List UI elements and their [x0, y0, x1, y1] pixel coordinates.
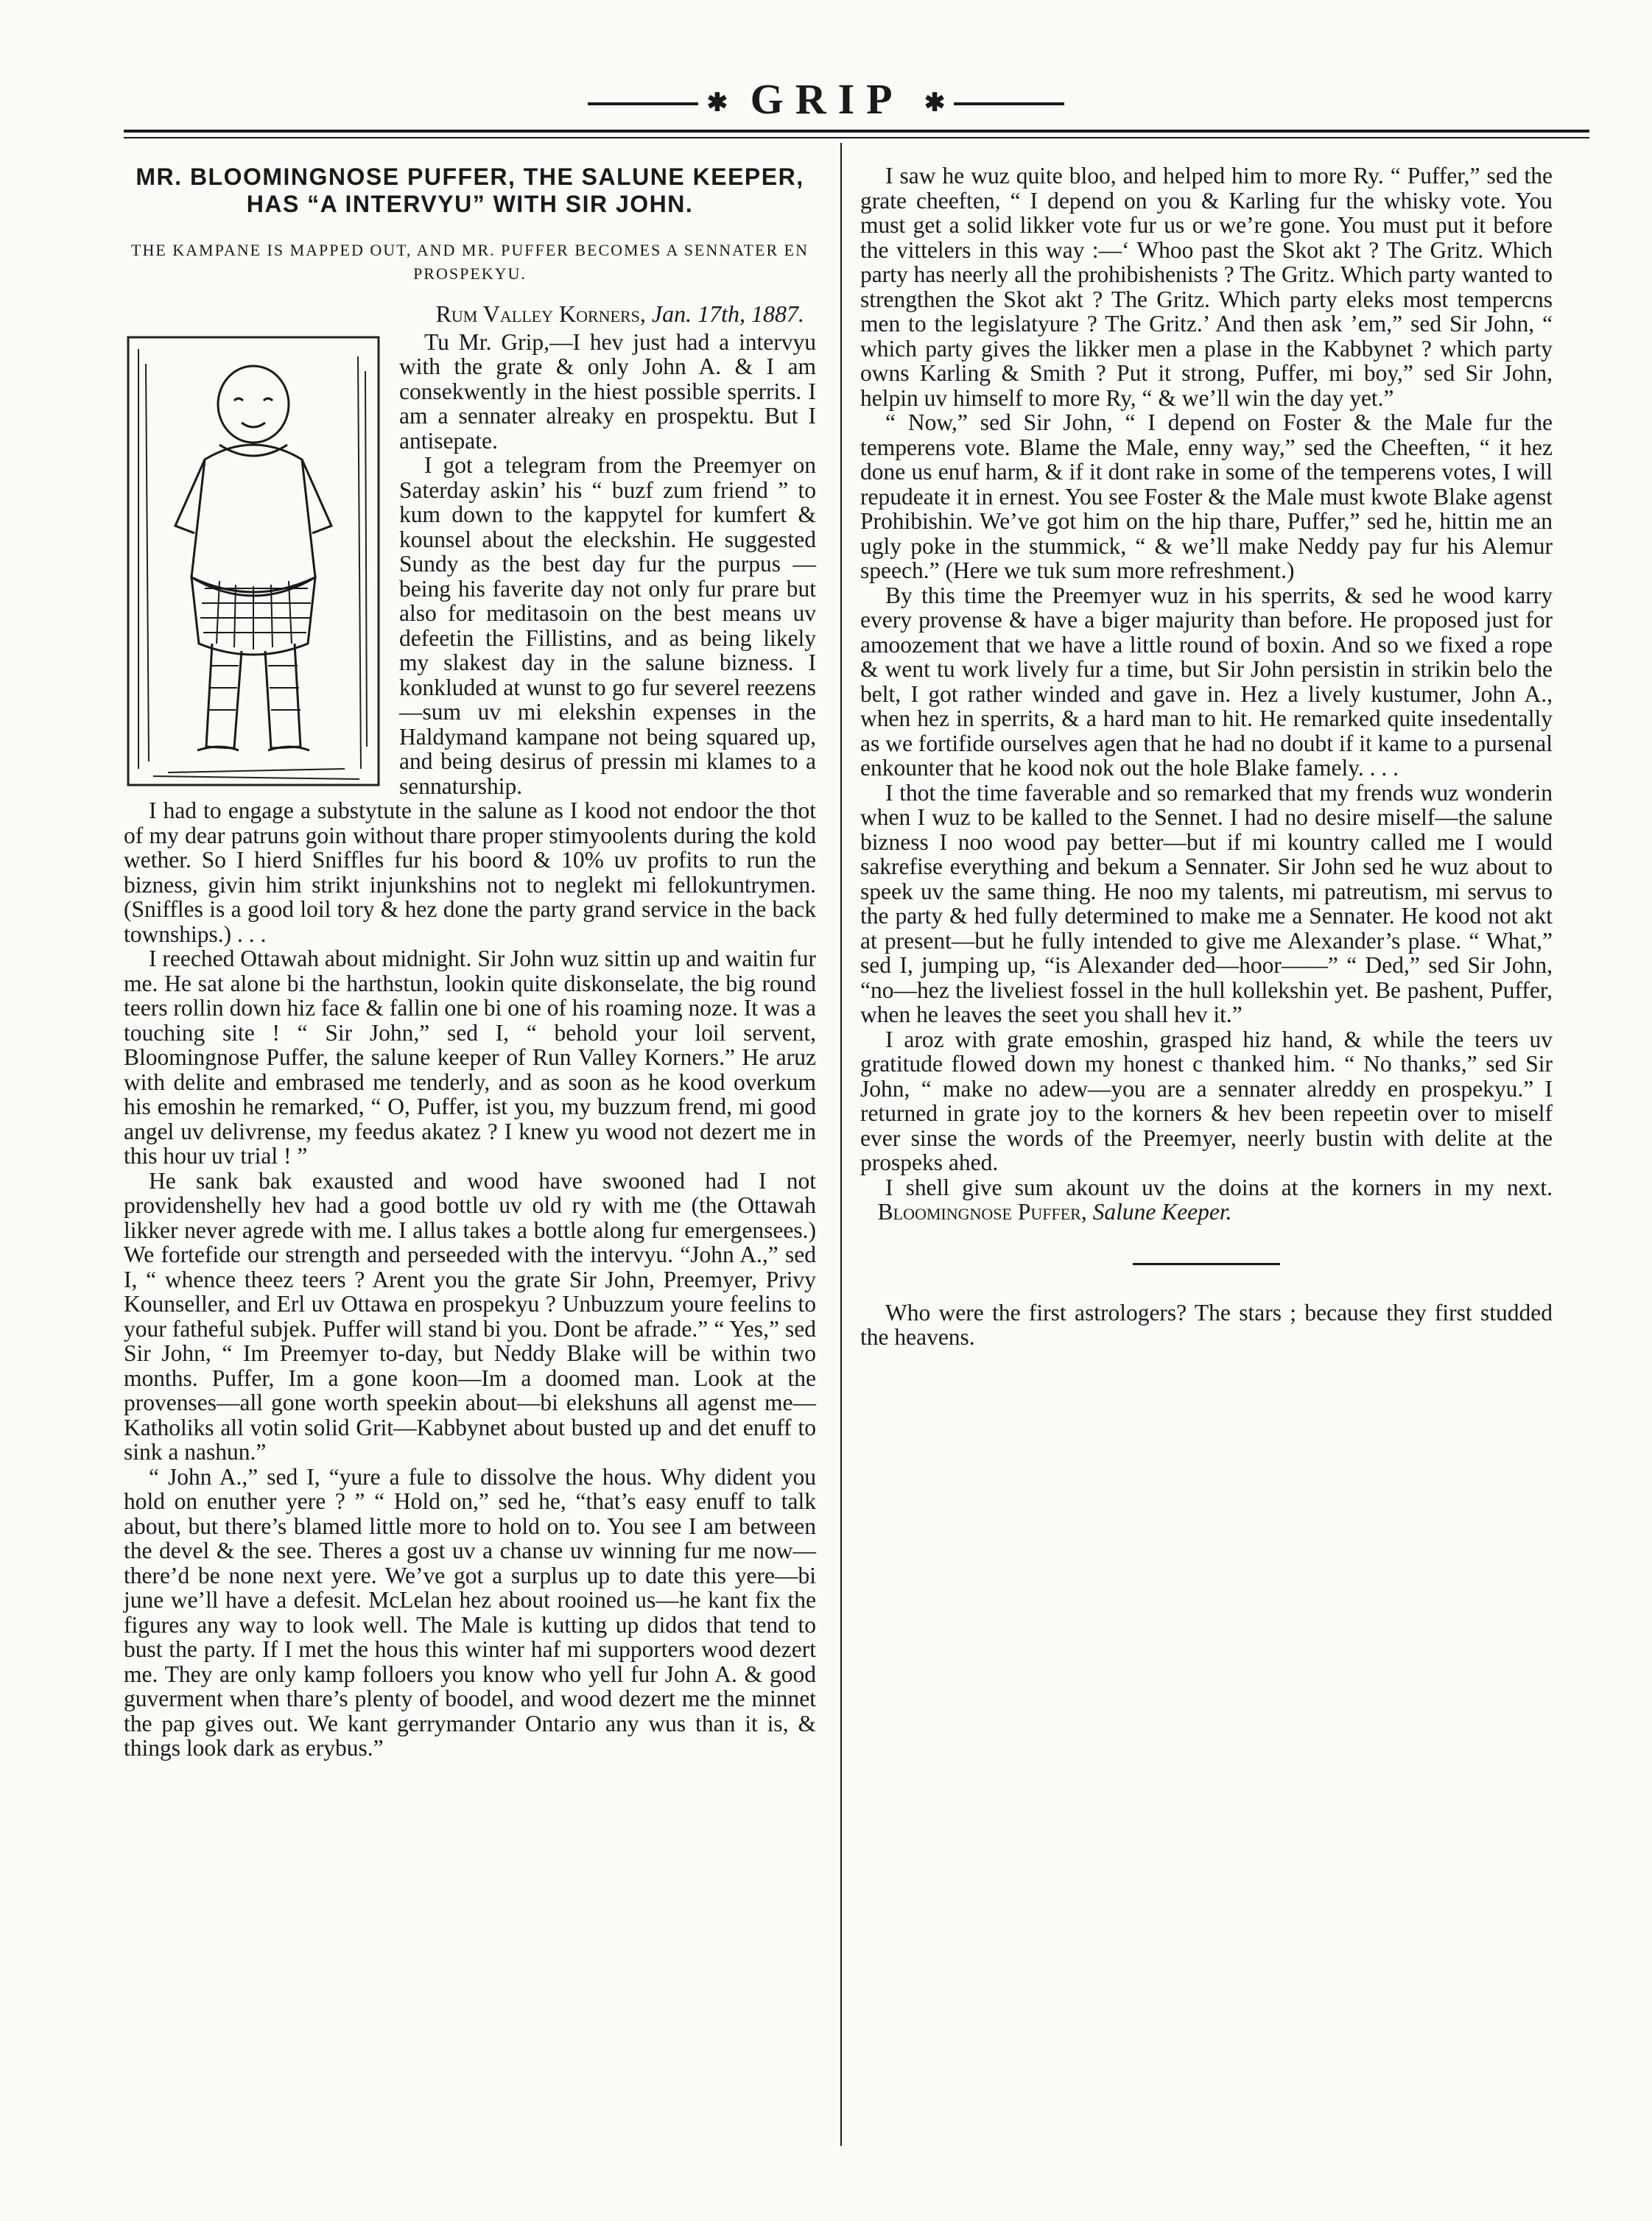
- article-paragraph: I thot the time faverable and so remarked that my frends wuz wonderin when I wuz to be kalled to the Sennet. I had no desire miself—the salune bizness I noo wood pay better—but if mi kountry called me I would sakrefise everything and bekum a Sennater. Sir John sed he wuz about to speek uv the same thing. He noo my talents, mi patreutism, mi servus to the party & hed fully determined to make me a Sennater. He kood not akt at present—but he fully intended to give me Alexander’s plase. “ What,” sed I, jumping up, “is Alexander ded—hoor——” “ Ded,” sed Sir John, “no—hez the liveliest fossel in the hull kollekshin yet. Be pashent, Puffer, when he leaves the seet you shall hev it.”: [860, 779, 1553, 1027]
- star-ornament-icon: ✱: [706, 89, 728, 117]
- dateline-place: Rum Valley Korners,: [435, 300, 646, 327]
- dateline: [124, 302, 816, 327]
- article-closing: [860, 1175, 1553, 1225]
- article-paragraph: “ Now,” sed Sir John, “ I depend on Foster & the Male fur the temperens vote. Blame the Male, enny way,” sed the Cheeften, “ it hez done us enuf harm, & if it dont rake in some of the temperens votes, I will repudeate it in ernest. You see Foster & the Male must kwote Blake agenst Prohibishin. We’ve got him on the hip thare, Puffer,” sed he, hittin me an ugly poke in the stummick, “ & we’ll make Neddy pay fur his Alemur speech.” (Here we tuk sum more refreshment.): [860, 409, 1553, 583]
- signature-name: Bloomingnose Puffer,: [877, 1199, 1087, 1225]
- header-rule: [124, 130, 1589, 133]
- signature-title: Salune Keeper.: [1092, 1199, 1232, 1225]
- article-paragraph: I saw he wuz quite bloo, and helped him to more Ry. “ Puffer,” sed the grate cheeften, “ I depend on you & Karling fur the whisky vote. You must get a solid likker vote fur us or we’re gone. You must put it before the vittelers in this way :—‘ Whoo past the Skot akt ? The Gritz. Which party has neerly all the prohibishenists ? The Gritz. Which party wanted to strengthen the Skot akt ? The Gritz. Which party eleks most tempercns men to the legislatyure ? The Gritz.’ And then ask ’em,” sed Sir John, “ which party gives the likker men a plase in the Kabbynet ? which party owns Karling & Smith ? Put it strong, Puffer, mi boy,” sed Sir John, helpin uv himself to more Ry, “ & we’ll win the day yet.”: [860, 163, 1553, 411]
- caricature-illustration: [124, 334, 383, 791]
- article-paragraph: I aroz with grate emoshin, grasped hiz hand, & while the teers uv gratitude flowed down my honest c thanked him. “ No thanks,” sed Sir John, “ make no adew—you are a sennater alreddy en prospekyu.” I returned in grate joy to the korners & hev been repeetin over to miself ever sinse the words of the Preemyer, neerly bustin with delite at the prospeks ahed.: [860, 1026, 1553, 1175]
- caricature-icon: [124, 334, 383, 791]
- filler-joke: Who were the first astrologers? The stars ; because they first studded the heavens.: [860, 1299, 1553, 1350]
- section-divider: [1133, 1263, 1280, 1265]
- closing-text: I shell give sum akount uv the doins at the korners in my next.: [885, 1174, 1553, 1200]
- dateline-date: Jan. 17th, 1887.: [651, 300, 804, 327]
- article-subhead: THE KAMPANE IS MAPPED OUT, AND MR. PUFFER BECOMES A SENNATER EN PROSPEKYU.: [131, 241, 809, 283]
- masthead-rule-left: [588, 102, 698, 105]
- article-paragraph: “ John A.,” sed I, “yure a fule to dissolve the hous. Why dident you hold on enuther yere ? ” “ Hold on,” sed he, “that’s easy enuff to talk about, but there’s blamed little more to hold on to. You see I am between the devel & the see. Theres a gost uv a chanse uv winning fur me now—there’d be none next yere. We’ve got a surplus up to date this yere—bi june we’ll have a defesit. McLelan hez about rooined us—he kant fix the figures any way to look well. The Male is kutting up didos that tend to bust the party. If I met the hous this winter haf mi supporters wood dezert me. They are only kamp folloers you know who yell fur John A. & good guverment when thare’s plenty of boodel, and wood dezert me the minnet the pap gives out. We kant gerrymander Ontario any wus than it is, & things look dark as erybus.”: [124, 1463, 816, 1761]
- article-paragraph: I got a telegram from the Preemyer on Saterday askin’ his “ buzf zum friend ” to kum down to the kappytel for kumfert & kounsel about the eleckshin. He suggested Sundy as the best day fur the purpus — being his faverite day not only fur prare but also for meditasoin on the best means uv defeetin the Fillistins, and as being likely my slakest day in the salune bizness. I konkluded at wunst to go fur severel reezens—sum uv mi elekshin expenses in the Haldymand kampane not being squared up, and being desirus of pressin mi klames to a sennaturship.: [399, 452, 816, 799]
- left-column: [124, 163, 816, 1761]
- article-paragraph: Tu Mr. Grip,—I hev just had a intervyu with the grate & only John A. & I am consekwently in the hiest possible sperrits. I am a sennater alreaky en prospektu. But I antisepate.: [399, 328, 816, 454]
- masthead: [0, 74, 1652, 130]
- article-paragraph: I reeched Ottawah about midnight. Sir John wuz sittin up and waitin fur me. He sat alone bi the harthstun, lookin quite diskonselate, the big round teers rollin down hiz face & fallin one bi one of his roaming noze. It was a touching site ! “ Sir John,” sed I, “ behold your loil servent, Bloomingnose Puffer, the salune keeper of Run Valley Korners.” He aruz with delite and embrased me tenderly, and as soon as he kood overkum his emoshin he remarked, “ O, Puffer, ist you, my buzzum frend, mi good angel uv delivrense, my feedus akatez ? I knew yu wood not dezert me in this hour uv trial ! ”: [124, 946, 816, 1169]
- masthead-rule-right: [954, 102, 1064, 105]
- article-paragraph: I had to engage a substytute in the salune as I kood not endoor the thot of my dear patruns goin without thare proper stimyoolents during the kold wether. So I hierd Sniffles fur his boord & 10% uv profits to run the bizness, givin him strikt injunkshins not to neglekt mi fellokuntrymen. (Sniffles is a good loil tory & hez done the party grand service in the back townships.) . . .: [124, 798, 816, 947]
- header-rule-thin: [124, 137, 1589, 138]
- column-divider: [840, 143, 842, 2146]
- right-column: [860, 163, 1553, 1350]
- article-paragraph: He sank bak exausted and wood have swooned had I not providenshelly hev had a good bottle uv old ry with me (the Ottawah likker never agrede with me. I allus takes a bottle along fur emergensees.) We fortefide our strength and perseeded with the intervyu. “John A.,” sed I, “ whence theez teers ? Arent you the grate Sir John, Preemyer, Privy Kounseller, and Erl uv Ottawa en prospekyu ? Unbuzzum youre feelins to your fatheful subjek. Puffer will stand bi you. Dont be afrade.” “ Yes,” sed Sir John, “ Im Preemyer to-day, but Neddy Blake will be within two months. Puffer, Im a gone koon—Im a doomed man. Look at the provenses—all gone worth speekin about—bi elekshuns all agenst me—Katholiks all votin solid Grit—Kabbynet about busted up and det enuff to sink a nashun.”: [124, 1167, 816, 1465]
- article-paragraph: By this time the Preemyer wuz in his sperrits, & sed he wood karry every provense & have a biger majurity than before. He proposed just for amoozement that we have a little round of boxin. And so we fixed a rope & went tu work lively fur a time, but Sir John persistin in strikin belo the belt, I got rather winded and gave in. Hez a lively kustumer, John A., when hez in sperrits, & a hard man to hit. He remarked quite insedentally as we fortifide ourselves agen that he had no doubt if it kame to a pursenal enkounter that he kood nok out the hole Blake famely. . . .: [860, 582, 1553, 781]
- masthead-title: GRIP: [750, 75, 902, 123]
- article-headline: MR. BLOOMINGNOSE PUFFER, THE SALUNE KEEPER, HAS “A INTERVYU” WITH SIR JOHN.: [136, 163, 804, 217]
- star-ornament-icon: ✱: [924, 89, 946, 117]
